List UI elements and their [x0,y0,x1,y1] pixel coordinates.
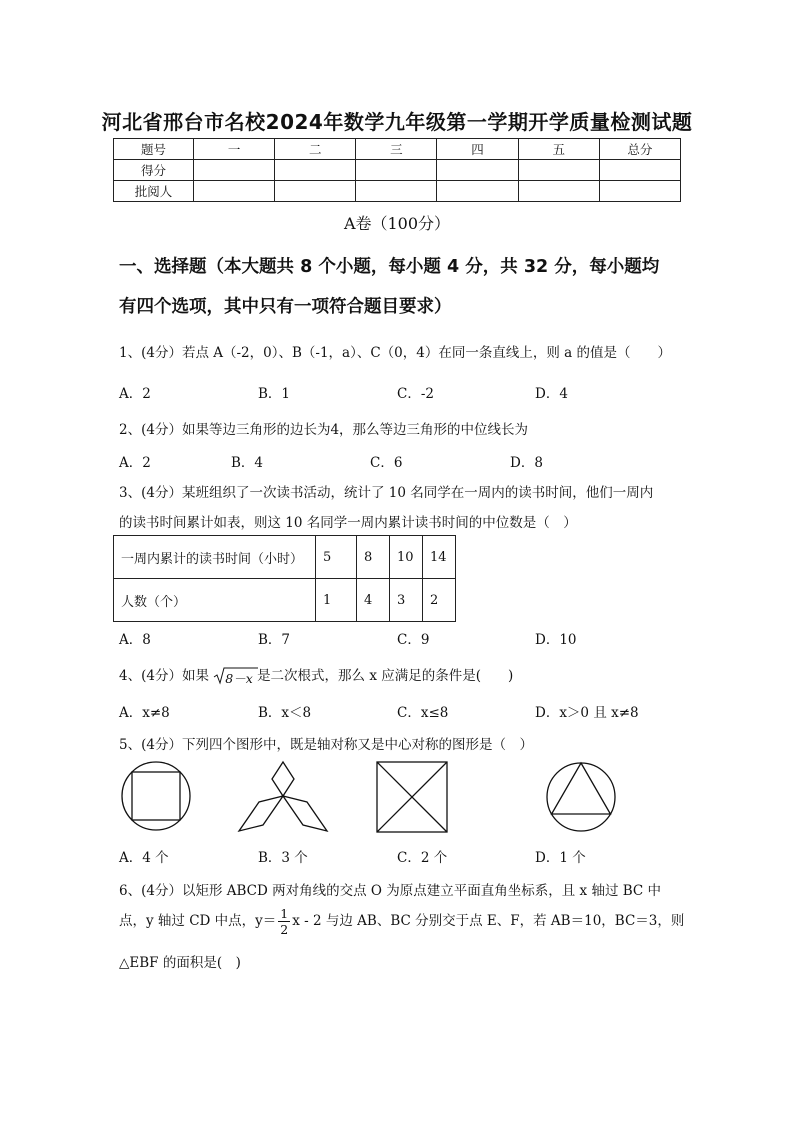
q4-option-b[interactable]: B．x＜8 [258,705,312,721]
q2-option-a[interactable]: A．2 [119,455,151,471]
q2-option-d[interactable]: D．8 [510,455,543,471]
question-6-stem-line2 [119,906,684,937]
q5-option-d[interactable]: D．1 个 [535,850,586,866]
q1-option-b[interactable]: B．1 [258,386,291,402]
q5-option-b[interactable]: B．3 个 [258,850,308,866]
question-4-stem-after: 是二次根式，那么 x 应满足的条件是( ) [257,668,514,684]
reviewer-cell [356,181,437,202]
score-header-cell: 三 [356,139,437,160]
score-cell [599,160,680,181]
question-4-stem [119,664,513,687]
section-heading-line2: 有四个选项，其中只有一项符合题目要求） [119,297,452,317]
question-6-line2-before: 点，y 轴过 CD 中点，y＝ [119,913,277,929]
reading-hours-value: 5 [316,536,357,579]
square-root-expression [213,667,253,687]
q2-option-b[interactable]: B．4 [231,455,264,471]
score-header-cell: 五 [518,139,599,160]
score-header-cell: 总分 [599,139,680,160]
question-1-stem: 1、(4分）若点 A（-2，0）、B（-1，a）、C（0，4）在同一条直线上，则 a 的值是（ ） [119,345,671,361]
question-2-stem: 2、(4分）如果等边三角形的边长为4，那么等边三角形的中位线长为 [119,422,529,438]
reading-time-table [113,535,456,622]
student-count-value: 1 [316,579,357,622]
reviewer-cell [518,181,599,202]
reviewer-cell [194,181,275,202]
student-count-value: 3 [390,579,423,622]
reading-hours-label: 一周内累计的读书时间（小时） [114,536,316,579]
score-table-header-row [114,139,681,160]
reviewer-row-label: 批阅人 [114,181,194,202]
fraction-numerator: 1 [280,906,289,921]
q4-option-d[interactable]: D．x＞0 且 x≠8 [535,705,639,721]
score-table [113,138,681,202]
fraction-denominator: 2 [280,922,289,937]
reading-hours-row [114,536,456,579]
question-3-stem-line1: 3、(4分）某班组织了一次读书活动，统计了 10 名同学在一周内的读书时间，他们一周内 [119,485,654,501]
question-6-stem-line1: 6、(4分）以矩形 ABCD 两对角线的交点 O 为原点建立平面直角坐标系，且 x 轴过 BC 中 [119,883,662,899]
student-count-value: 4 [357,579,390,622]
question-5-stem: 5、(4分）下列四个图形中，既是轴对称又是中心对称的图形是（ ） [119,737,533,753]
radical-sign-icon [213,666,259,686]
score-row-label: 得分 [114,160,194,181]
exam-title: 河北省邢台市名校2024年数学九年级第一学期开学质量检测试题 [101,110,693,134]
score-cell [275,160,356,181]
q3-option-b[interactable]: B．7 [258,632,291,648]
q3-option-c[interactable]: C．9 [397,632,430,648]
reviewer-cell [275,181,356,202]
score-header-cell: 题号 [114,139,194,160]
question-6-stem-line3: △EBF 的面积是( ) [119,955,241,971]
student-count-value: 2 [423,579,456,622]
score-cell [518,160,599,181]
radicand: 8－x [225,670,253,686]
q2-option-c[interactable]: C．6 [370,455,403,471]
paper-section-label: A卷（100分） [343,214,451,233]
score-cell [356,160,437,181]
q1-option-c[interactable]: C．-2 [397,386,434,402]
q4-option-c[interactable]: C．x≤8 [397,705,449,721]
reading-hours-value: 14 [423,536,456,579]
q5-option-c[interactable]: C．2 个 [397,850,448,866]
score-cell [437,160,518,181]
q3-option-d[interactable]: D．10 [535,632,577,648]
question-6-line2-after: x - 2 与边 AB、BC 分别交于点 E、F，若 AB＝10，BC＝3，则 [292,913,685,929]
score-header-cell: 四 [437,139,518,160]
q1-option-d[interactable]: D．4 [535,386,568,402]
square-with-diagonals-icon [376,761,448,833]
q5-option-a[interactable]: A．4 个 [119,850,169,866]
three-rhombus-icon [237,760,329,834]
q4-option-a[interactable]: A．x≠8 [119,705,170,721]
reading-hours-value: 8 [357,536,390,579]
q3-option-a[interactable]: A．8 [119,632,151,648]
section-heading-line1: 一、选择题（本大题共 8 个小题，每小题 4 分，共 32 分，每小题均 [119,257,660,277]
score-row [114,160,681,181]
score-header-cell: 一 [194,139,275,160]
student-count-label: 人数（个） [114,579,316,622]
reviewer-cell [599,181,680,202]
circle-inscribed-square-icon [120,760,192,832]
reviewer-cell [437,181,518,202]
reading-hours-value: 10 [390,536,423,579]
score-cell [194,160,275,181]
question-3-stem-line2: 的读书时间累计如表，则这 10 名同学一周内累计读书时间的中位数是（ ） [119,515,577,531]
student-count-row [114,579,456,622]
circle-inscribed-triangle-icon [545,761,617,833]
q1-option-a[interactable]: A．2 [119,386,151,402]
score-header-cell: 二 [275,139,356,160]
fraction-one-half [278,906,290,937]
question-4-stem-before: 4、(4分）如果 [119,668,209,684]
reviewer-row [114,181,681,202]
